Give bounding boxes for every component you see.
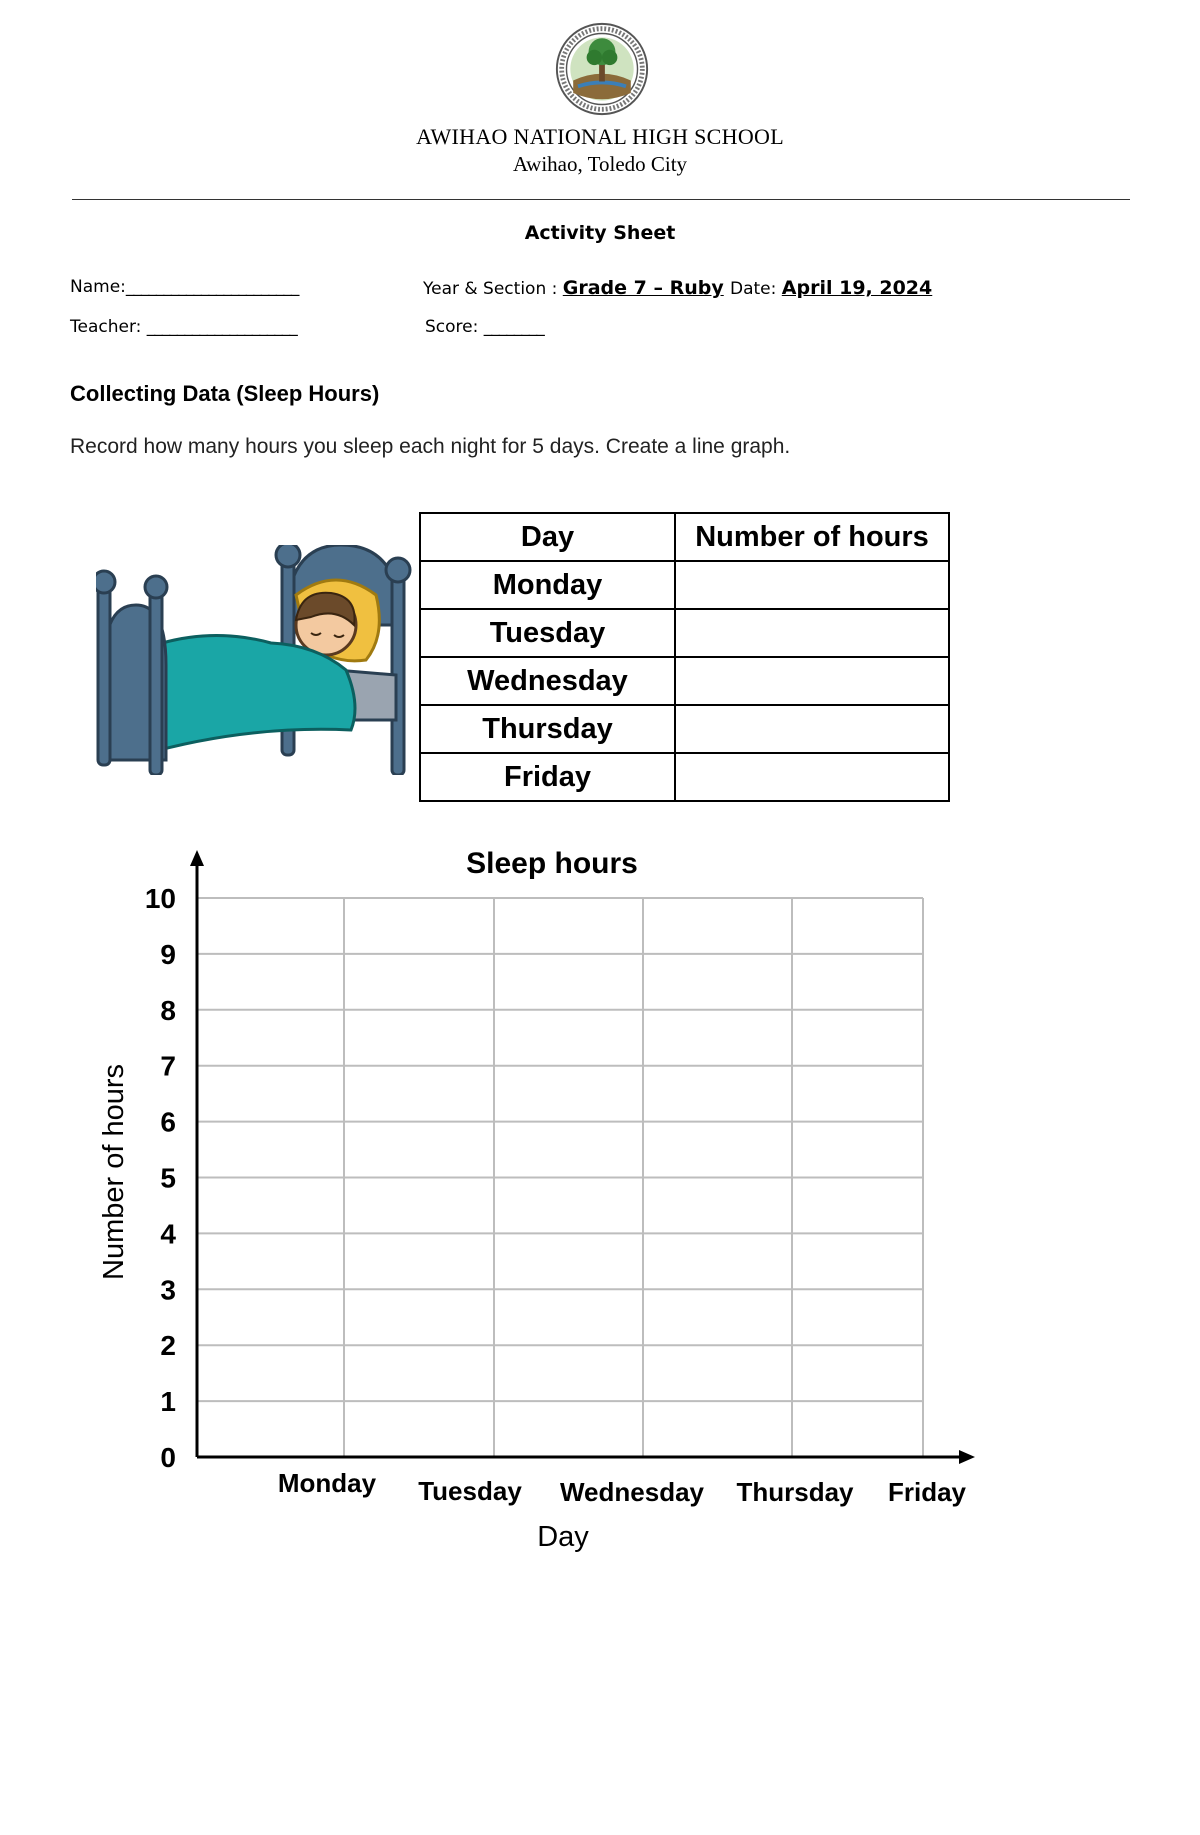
score-label: Score: — [425, 317, 479, 337]
table-row — [420, 753, 949, 801]
x-tick-label: Tuesday — [418, 1476, 522, 1506]
teacher-line[interactable]: ____________________ — [146, 317, 297, 337]
table-cell-day: Friday — [420, 753, 675, 801]
table-cell-day: Thursday — [420, 705, 675, 753]
x-tick-label: Friday — [887, 1477, 967, 1507]
instructions: Record how many hours you sleep each night for 5 days. Create a line graph. — [70, 435, 791, 458]
table-cell-day: Wednesday — [420, 657, 675, 705]
header-divider — [72, 199, 1130, 200]
year-section-label: Year & Section : — [423, 279, 558, 299]
table-header-row — [420, 513, 949, 561]
x-tick-label: Wednesday — [559, 1477, 705, 1507]
y-tick-label: 1 — [160, 1386, 176, 1418]
y-tick-label: 6 — [160, 1106, 176, 1138]
school-name: AWIHAO NATIONAL HIGH SCHOOL — [416, 124, 784, 149]
y-tick-label: 3 — [160, 1274, 176, 1306]
y-tick-label: 5 — [160, 1162, 176, 1194]
chart-title: Sleep hours — [466, 847, 638, 880]
section-heading: Collecting Data (Sleep Hours) — [70, 381, 380, 406]
table-row — [420, 705, 949, 753]
sleep-hours-line-graph[interactable] — [0, 840, 1200, 1570]
y-tick-label: 4 — [160, 1218, 176, 1250]
y-tick-label: 2 — [160, 1330, 176, 1362]
table-row — [420, 657, 949, 705]
y-tick-label: 7 — [160, 1050, 176, 1082]
table-cell-hours-input[interactable] — [675, 705, 949, 753]
name-label: Name: — [70, 277, 126, 297]
table-header-day: Day — [420, 513, 675, 561]
date-field — [730, 277, 932, 299]
x-axis-arrow — [959, 1450, 975, 1464]
x-axis-label: Day — [537, 1521, 589, 1553]
x-tick-label: Thursday — [736, 1477, 854, 1507]
table-cell-day: Tuesday — [420, 609, 675, 657]
y-axis-arrow — [190, 850, 204, 866]
table-cell-hours-input[interactable] — [675, 657, 949, 705]
name-line[interactable]: _______________________ — [125, 277, 299, 297]
y-tick-label: 8 — [160, 994, 176, 1026]
table-cell-hours-input[interactable] — [675, 561, 949, 609]
school-address: Awihao, Toledo City — [512, 152, 688, 176]
table-cell-day: Monday — [420, 561, 675, 609]
year-section-value: Grade 7 – Ruby — [562, 277, 724, 299]
x-tick-label: Monday — [277, 1468, 377, 1498]
table-cell-hours-input[interactable] — [675, 753, 949, 801]
teacher-field — [70, 317, 297, 337]
y-tick-label: 10 — [144, 883, 176, 914]
sleeping-child-bed-illustration — [96, 545, 416, 775]
y-axis-label: Number of hours — [98, 1064, 130, 1280]
table-row — [420, 561, 949, 609]
score-field — [425, 317, 544, 337]
school-logo — [551, 21, 653, 117]
table-row — [420, 609, 949, 657]
teacher-label: Teacher: — [70, 317, 142, 337]
name-field — [70, 277, 298, 297]
date-value: April 19, 2024 — [781, 277, 933, 299]
y-tick-label: 0 — [160, 1442, 176, 1473]
sleep-record-table — [419, 512, 950, 802]
score-line[interactable]: ________ — [483, 317, 544, 337]
table-header-hours: Number of hours — [675, 513, 949, 561]
y-tick-label: 9 — [160, 938, 176, 970]
sheet-title: Activity Sheet — [524, 222, 676, 244]
table-cell-hours-input[interactable] — [675, 609, 949, 657]
year-section-field — [423, 277, 724, 299]
date-label: Date: — [730, 279, 777, 299]
